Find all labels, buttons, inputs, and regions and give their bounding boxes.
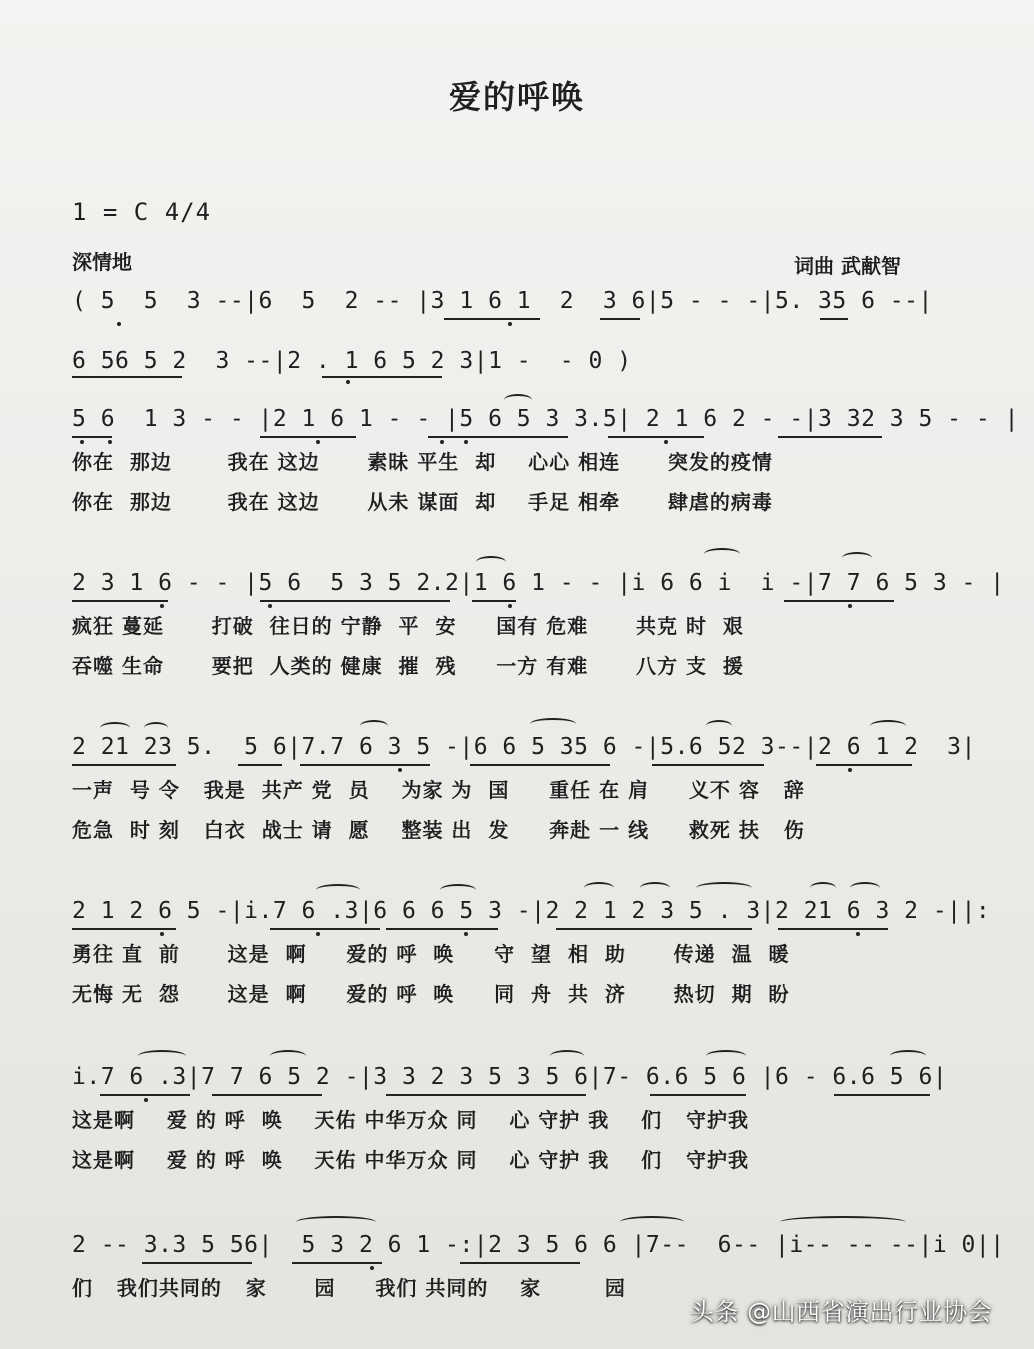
tie-mark xyxy=(440,884,476,896)
beam-mark xyxy=(72,600,168,602)
tie-mark xyxy=(138,1050,186,1062)
tie-mark xyxy=(584,882,614,894)
tie-mark xyxy=(504,394,532,406)
lyric-verse-2: 你在 那边 我在 这边 从未 谋面 却 手足 相牵 肆虐的病毒 xyxy=(72,490,773,514)
beam-mark xyxy=(260,436,356,438)
octave-dot xyxy=(108,440,112,444)
score-line-6 xyxy=(72,888,991,1014)
lyric-verse-2: 吞噬 生命 要把 人类的 健康 摧 残 一方 有难 八方 支 援 xyxy=(72,654,744,678)
octave-dot xyxy=(80,440,84,444)
beam-mark xyxy=(292,1262,382,1264)
tie-mark xyxy=(640,882,670,894)
lyric-verse-1: 们 我们共同的 家 园 我们 共同的 家 园 xyxy=(72,1276,626,1300)
beam-mark xyxy=(650,1094,746,1096)
tie-mark xyxy=(476,556,506,568)
notation: 5 6 1 3 - - |2 1 6 1 - - |5 6 5 3 3.5| 2 1 6 2 - -|3 32 3 5 - - | xyxy=(72,406,1019,432)
score-line-5 xyxy=(72,724,976,850)
notation: i.7 6 .3|7 7 6 5 2 -|3 3 2 3 5 3 5 6|7- 6.6 5 6 |6 - 6.6 5 6| xyxy=(72,1064,948,1090)
beam-mark xyxy=(472,600,516,602)
tie-mark xyxy=(316,884,360,896)
song-title: 爱的呼唤 xyxy=(448,78,585,116)
tie-mark xyxy=(296,1216,376,1228)
beam-mark xyxy=(470,764,610,766)
beam-mark xyxy=(72,928,176,930)
octave-dot xyxy=(464,932,468,936)
tie-mark xyxy=(704,548,740,560)
beam-mark xyxy=(142,1262,252,1264)
score-line-intro-2 xyxy=(72,338,972,384)
octave-dot xyxy=(117,322,121,326)
source-watermark: 头条 @山西省演出行业协会 xyxy=(690,1298,993,1326)
tempo-marking: 深情地 xyxy=(72,250,132,274)
tie-mark xyxy=(890,1050,926,1062)
octave-dot xyxy=(144,1098,148,1102)
tie-mark xyxy=(850,882,880,894)
composer-credit: 词曲 武献智 xyxy=(794,254,901,278)
beam-mark xyxy=(238,764,282,766)
beam-mark xyxy=(460,1262,580,1264)
octave-dot xyxy=(508,322,512,326)
beam-mark xyxy=(816,764,912,766)
lyric-verse-1: 一声 号 令 我是 共产 党 员 为家 为 国 重任 在 肩 义不 容 辞 xyxy=(72,778,805,802)
octave-dot xyxy=(664,440,668,444)
beam-mark xyxy=(834,1094,930,1096)
beam-mark xyxy=(260,600,450,602)
tie-mark xyxy=(530,718,576,730)
octave-dot xyxy=(848,604,852,608)
octave-dot xyxy=(316,932,320,936)
lyric-verse-2: 无悔 无 怨 这是 啊 爱的 呼 唤 同 舟 共 济 热切 期 盼 xyxy=(72,982,790,1006)
tie-mark xyxy=(696,882,752,894)
beam-mark xyxy=(72,764,176,766)
beam-mark xyxy=(270,928,380,930)
lyric-verse-1: 这是啊 爱 的 呼 唤 天佑 中华万众 同 心 守护 我 们 守护我 xyxy=(72,1108,749,1132)
notation: 2 21 23 5. 5 6|7.7 6 3 5 -|6 6 5 35 6 -|5.6 52 3--|2 6 1 2 3| xyxy=(72,734,976,760)
beam-mark xyxy=(652,764,764,766)
notation: 2 -- 3.3 5 56| 5 3 2 6 1 -:|2 3 5 6 6 |7-- 6-- |i-- -- --|i 0|| xyxy=(72,1232,1005,1258)
notation: 6 56 5 2 3 --|2 . 1 6 5 2 3|1 - - 0 ) xyxy=(72,348,632,374)
tie-mark xyxy=(144,722,168,734)
beam-mark xyxy=(212,1094,322,1096)
lyric-verse-1: 勇往 直 前 这是 啊 爱的 呼 唤 守 望 相 助 传递 温 暖 xyxy=(72,942,790,966)
tie-mark xyxy=(842,552,872,564)
tie-mark xyxy=(706,720,732,732)
beam-mark xyxy=(778,436,882,438)
notation: ( 5 5 3 --|6 5 2 -- |3 1 6 1 2 3 6|5 - - -|5. 35 6 --| xyxy=(72,288,933,314)
notation: 2 3 1 6 - - |5 6 5 3 5 2.2|1 6 1 - - |i 6 6 i i -|7 7 6 5 3 - | xyxy=(72,570,1005,596)
lyric-verse-2: 危急 时 刻 白衣 战士 请 愿 整装 出 发 奔赴 一 线 救死 扶 伤 xyxy=(72,818,805,842)
beam-mark xyxy=(72,436,112,438)
lyric-verse-2: 这是啊 爱 的 呼 唤 天佑 中华万众 同 心 守护 我 们 守护我 xyxy=(72,1148,749,1172)
beam-mark xyxy=(386,1094,586,1096)
beam-mark xyxy=(300,764,430,766)
beam-mark xyxy=(600,318,640,320)
score-line-4 xyxy=(72,560,1005,686)
tie-mark xyxy=(706,1050,746,1062)
tie-mark xyxy=(360,720,388,732)
octave-dot xyxy=(398,768,402,772)
beam-mark xyxy=(778,928,888,930)
beam-mark xyxy=(608,436,704,438)
beam-mark xyxy=(428,436,568,438)
beam-mark xyxy=(784,600,894,602)
octave-dot xyxy=(848,768,852,772)
tie-mark xyxy=(780,1216,906,1228)
key-signature: 1 = C 4/4 xyxy=(72,198,212,226)
score-line-7 xyxy=(72,1054,972,1180)
beam-mark xyxy=(820,318,848,320)
tie-mark xyxy=(870,720,906,732)
tie-mark xyxy=(550,1050,584,1062)
beam-mark xyxy=(444,318,540,320)
octave-dot xyxy=(160,932,164,936)
octave-dot xyxy=(464,440,468,444)
octave-dot xyxy=(856,932,860,936)
octave-dot xyxy=(440,440,444,444)
octave-dot xyxy=(346,380,350,384)
octave-dot xyxy=(508,604,512,608)
beam-mark xyxy=(386,928,498,930)
tie-mark xyxy=(620,1216,684,1228)
tie-mark xyxy=(100,722,130,734)
beam-mark xyxy=(72,376,182,378)
beam-mark xyxy=(556,928,752,930)
octave-dot xyxy=(316,440,320,444)
lyric-verse-1: 你在 那边 我在 这边 素昧 平生 却 心心 相连 突发的疫情 xyxy=(72,450,773,474)
octave-dot xyxy=(268,604,272,608)
octave-dot xyxy=(160,604,164,608)
beam-mark xyxy=(100,1094,190,1096)
tie-mark xyxy=(270,1050,306,1062)
tie-mark xyxy=(810,882,836,894)
lyric-verse-1: 疯狂 蔓延 打破 往日的 宁静 平 安 国有 危难 共克 时 艰 xyxy=(72,614,744,638)
score-line-3 xyxy=(72,396,1019,522)
octave-dot xyxy=(370,1266,374,1270)
notation: 2 1 2 6 5 -|i.7 6 .3|6 6 6 5 3 -|2 2 1 2 3 5 . 3|2 21 6 3 2 -||: xyxy=(72,898,991,924)
beam-mark xyxy=(322,376,442,378)
